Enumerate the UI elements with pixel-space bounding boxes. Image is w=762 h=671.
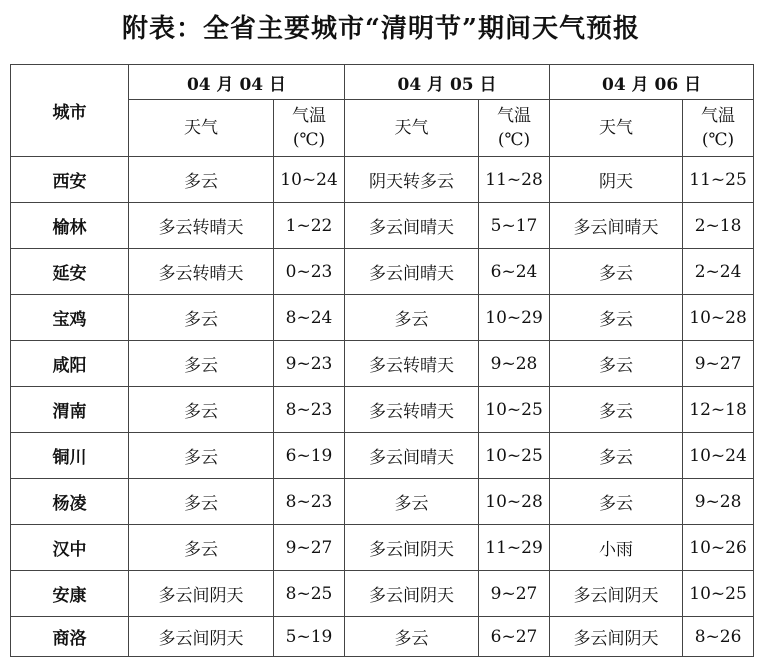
temperature-cell: 10~28 — [479, 479, 550, 525]
temperature-cell: 9~27 — [683, 341, 754, 387]
weather-cell: 多云间阴天 — [345, 571, 479, 617]
temperature-cell: 9~28 — [479, 341, 550, 387]
table-row — [11, 249, 754, 295]
weather-cell: 多云 — [550, 479, 683, 525]
weather-cell: 多云 — [550, 387, 683, 433]
weather-cell: 小雨 — [550, 525, 683, 571]
temperature-cell: 10~26 — [683, 525, 754, 571]
city-cell: 西安 — [11, 157, 129, 203]
city-column-header: 城市 — [11, 65, 129, 157]
temp-header-label: 气温 — [701, 106, 736, 126]
weather-cell: 多云 — [345, 617, 479, 657]
temp-column-header — [683, 100, 754, 157]
table-row — [11, 157, 754, 203]
table-row — [11, 571, 754, 617]
table-row — [11, 479, 754, 525]
table-body — [11, 157, 754, 657]
table-header — [11, 65, 754, 157]
weather-cell: 多云转晴天 — [345, 341, 479, 387]
city-cell: 汉中 — [11, 525, 129, 571]
weather-cell: 阴天转多云 — [345, 157, 479, 203]
weather-cell: 多云 — [129, 341, 274, 387]
weather-column-header: 天气 — [129, 100, 274, 157]
temperature-cell: 9~27 — [479, 571, 550, 617]
temperature-cell: 11~29 — [479, 525, 550, 571]
weather-cell: 多云转晴天 — [345, 387, 479, 433]
date-header-2: 04 月 05 日 — [345, 65, 550, 100]
temperature-cell: 10~29 — [479, 295, 550, 341]
weather-cell: 多云 — [129, 479, 274, 525]
table-row — [11, 295, 754, 341]
weather-cell: 多云间晴天 — [345, 203, 479, 249]
temperature-cell: 10~24 — [274, 157, 345, 203]
weather-cell: 多云间阴天 — [129, 617, 274, 657]
weather-column-header: 天气 — [345, 100, 479, 157]
date-header-1: 04 月 04 日 — [129, 65, 345, 100]
table-row — [11, 341, 754, 387]
weather-cell: 多云 — [345, 295, 479, 341]
weather-forecast-table — [10, 64, 754, 657]
table-row — [11, 525, 754, 571]
weather-cell: 多云 — [129, 525, 274, 571]
temperature-cell: 5~17 — [479, 203, 550, 249]
document-title: 附表：全省主要城市“清明节”期间天气预报 — [122, 14, 640, 44]
city-cell: 铜川 — [11, 433, 129, 479]
temperature-cell: 8~26 — [683, 617, 754, 657]
table-row — [11, 617, 754, 657]
city-cell: 延安 — [11, 249, 129, 295]
city-cell: 宝鸡 — [11, 295, 129, 341]
city-cell: 商洛 — [11, 617, 129, 657]
temperature-cell: 8~24 — [274, 295, 345, 341]
temperature-cell: 11~28 — [479, 157, 550, 203]
temp-column-header — [479, 100, 550, 157]
weather-column-header: 天气 — [550, 100, 683, 157]
temperature-cell: 1~22 — [274, 203, 345, 249]
temperature-cell: 10~25 — [479, 433, 550, 479]
temperature-cell: 12~18 — [683, 387, 754, 433]
city-cell: 咸阳 — [11, 341, 129, 387]
temperature-cell: 10~28 — [683, 295, 754, 341]
temperature-cell: 8~23 — [274, 479, 345, 525]
weather-cell: 阴天 — [550, 157, 683, 203]
temperature-cell: 8~25 — [274, 571, 345, 617]
city-cell: 安康 — [11, 571, 129, 617]
temperature-cell: 5~19 — [274, 617, 345, 657]
weather-cell: 多云 — [129, 295, 274, 341]
temperature-cell: 2~24 — [683, 249, 754, 295]
table-row — [11, 387, 754, 433]
weather-cell: 多云间阴天 — [550, 571, 683, 617]
temperature-cell: 10~25 — [479, 387, 550, 433]
temp-header-label: 气温 — [292, 106, 326, 126]
weather-cell: 多云 — [129, 157, 274, 203]
weather-cell: 多云 — [129, 433, 274, 479]
temp-header-label: 气温 — [497, 106, 532, 126]
temp-header-unit: (℃) — [497, 130, 531, 150]
weather-cell: 多云 — [345, 479, 479, 525]
temp-header-unit: (℃) — [701, 130, 735, 150]
weather-cell: 多云 — [550, 433, 683, 479]
weather-cell: 多云间阴天 — [550, 617, 683, 657]
weather-cell: 多云转晴天 — [129, 203, 274, 249]
temperature-cell: 6~19 — [274, 433, 345, 479]
temperature-cell: 8~23 — [274, 387, 345, 433]
weather-cell: 多云间晴天 — [345, 433, 479, 479]
weather-cell: 多云 — [129, 387, 274, 433]
temp-header-unit: (℃) — [292, 130, 326, 150]
temperature-cell: 10~24 — [683, 433, 754, 479]
table-row — [11, 433, 754, 479]
city-cell: 渭南 — [11, 387, 129, 433]
temperature-cell: 2~18 — [683, 203, 754, 249]
temperature-cell: 0~23 — [274, 249, 345, 295]
weather-cell: 多云间晴天 — [550, 203, 683, 249]
weather-cell: 多云间阴天 — [345, 525, 479, 571]
city-cell: 杨凌 — [11, 479, 129, 525]
temperature-cell: 9~28 — [683, 479, 754, 525]
table-row — [11, 203, 754, 249]
weather-cell: 多云 — [550, 249, 683, 295]
temperature-cell: 11~25 — [683, 157, 754, 203]
temperature-cell: 9~27 — [274, 525, 345, 571]
weather-cell: 多云 — [550, 341, 683, 387]
temperature-cell: 6~24 — [479, 249, 550, 295]
weather-cell: 多云间阴天 — [129, 571, 274, 617]
city-cell: 榆林 — [11, 203, 129, 249]
temp-column-header — [274, 100, 345, 157]
weather-cell: 多云间晴天 — [345, 249, 479, 295]
weather-cell: 多云 — [550, 295, 683, 341]
temperature-cell: 10~25 — [683, 571, 754, 617]
date-header-3: 04 月 06 日 — [550, 65, 754, 100]
temperature-cell: 6~27 — [479, 617, 550, 657]
temperature-cell: 9~23 — [274, 341, 345, 387]
weather-cell: 多云转晴天 — [129, 249, 274, 295]
